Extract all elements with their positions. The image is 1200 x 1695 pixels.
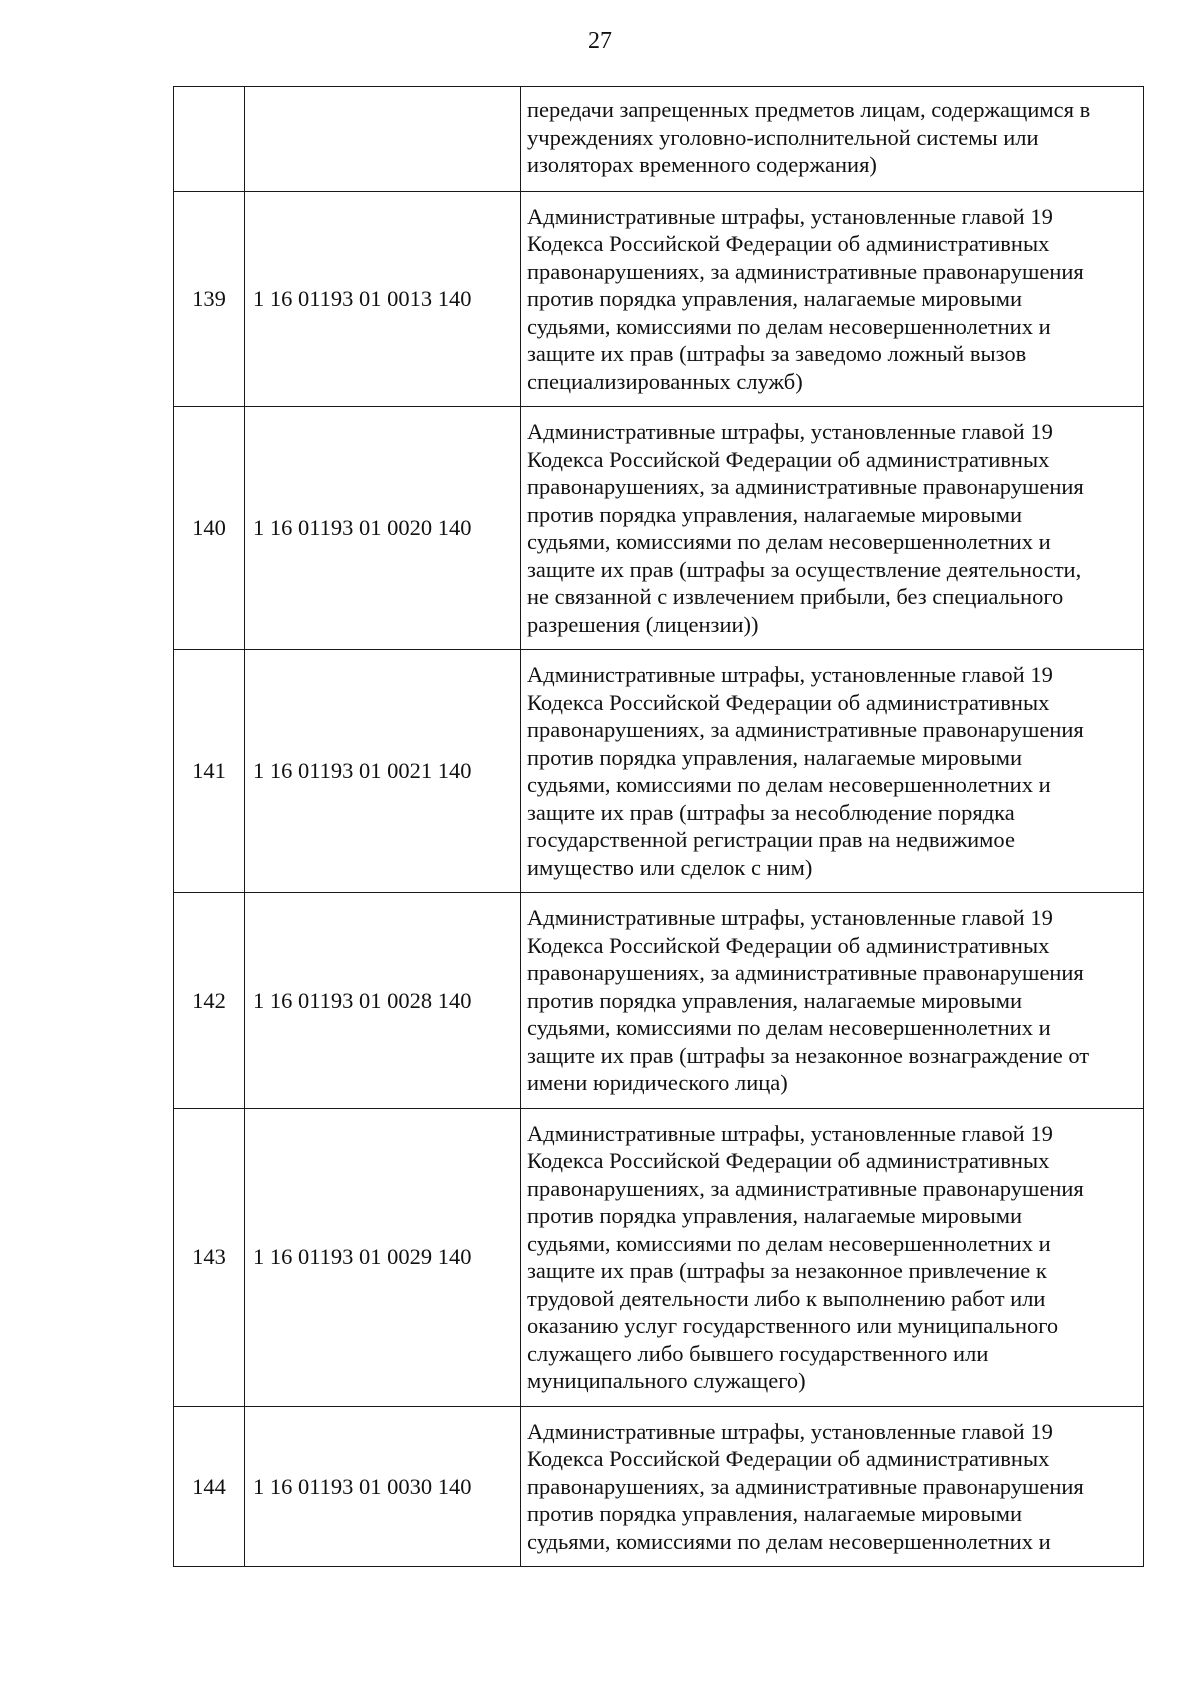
revenue-code-cell: 1 16 01193 01 0030 140 [245, 1406, 521, 1567]
description-line: специализированных служб) [527, 368, 803, 394]
table-row [174, 407, 1144, 650]
description-line: правонарушениях, за административные правонарушения [527, 717, 1084, 742]
description-line: Административные штрафы, установленные главой 19 [527, 662, 1053, 687]
table-body [174, 87, 1144, 1567]
row-number-cell: 143 [174, 1108, 245, 1406]
description-line: против порядка управления, налагаемые мировыми [527, 987, 1023, 1013]
description-line: Кодекса Российской Федерации об административных [527, 231, 1050, 256]
description-line: судьями, комиссиями по делам несовершеннолетних и [527, 1528, 1051, 1554]
description-cell [521, 650, 1144, 893]
description-line: правонарушениях, за административные правонарушения [527, 960, 1084, 985]
description-line: против порядка управления, налагаемые мировыми [527, 501, 1023, 527]
table-row [174, 893, 1144, 1109]
description-line: судьями, комиссиями по делам несовершеннолетних и [527, 529, 1051, 554]
description-cell [521, 893, 1144, 1109]
description-line: имущество или сделок с ним) [527, 854, 813, 880]
description-line: Административные штрафы, установленные главой 19 [527, 905, 1053, 930]
row-number-cell: 139 [174, 191, 245, 407]
description-line: Кодекса Российской Федерации об административных [527, 1446, 1050, 1471]
description-line: против порядка управления, налагаемые мировыми [527, 1501, 1023, 1526]
description-cell [521, 1406, 1144, 1567]
description-line: Административные штрафы, установленные главой 19 [527, 1120, 1053, 1146]
revenue-code-cell: 1 16 01193 01 0020 140 [245, 407, 521, 650]
description-line: Административные штрафы, установленные главой 19 [527, 203, 1053, 229]
description-line: Кодекса Российской Федерации об административных [527, 1148, 1050, 1173]
description-line: защите их прав (штрафы за заведомо ложный вызов [527, 341, 1027, 366]
description-line: разрешения (лицензии)) [527, 611, 759, 637]
description-line: против порядка управления, налагаемые мировыми [527, 1203, 1023, 1228]
description-line: судьями, комиссиями по делам несовершеннолетних и [527, 1015, 1051, 1040]
row-number-cell: 142 [174, 893, 245, 1109]
description-line: защите их прав (штрафы за незаконное вознаграждение от [527, 1042, 1090, 1068]
description-cell [521, 87, 1144, 192]
description-line: судьями, комиссиями по делам несовершеннолетних и [527, 1230, 1051, 1256]
description-line: защите их прав (штрафы за осуществление деятельности, [527, 556, 1082, 582]
description-line: правонарушениях, за административные правонарушения [527, 1175, 1084, 1201]
description-cell [521, 407, 1144, 650]
table-row [174, 1406, 1144, 1567]
description-line: Кодекса Российской Федерации об административных [527, 446, 1050, 472]
description-line: защите их прав (штрафы за незаконное привлечение к [527, 1258, 1047, 1283]
description-line: передачи запрещенных предметов лицам, содержащимся в [527, 97, 1091, 122]
description-line: оказанию услуг государственного или муниципального [527, 1313, 1059, 1338]
description-line: судьями, комиссиями по делам несовершеннолетних и [527, 772, 1051, 797]
row-number-cell: 141 [174, 650, 245, 893]
description-line: государственной регистрации прав на недвижимое [527, 827, 1015, 852]
description-line: Кодекса Российской Федерации об административных [527, 932, 1050, 958]
description-line: служащего либо бывшего государственного или [527, 1340, 989, 1366]
table-row [174, 191, 1144, 407]
table-row [174, 650, 1144, 893]
description-line: судьями, комиссиями по делам несовершеннолетних и [527, 313, 1051, 339]
description-line: Административные штрафы, установленные главой 19 [527, 419, 1053, 444]
row-number-cell: 140 [174, 407, 245, 650]
description-line: против порядка управления, налагаемые мировыми [527, 744, 1023, 770]
row-number-cell [174, 87, 245, 192]
description-cell [521, 1108, 1144, 1406]
description-line: трудовой деятельности либо к выполнению работ или [527, 1285, 1046, 1311]
description-line: Кодекса Российской Федерации об административных [527, 689, 1050, 715]
revenue-code-cell [245, 87, 521, 192]
revenue-code-cell: 1 16 01193 01 0029 140 [245, 1108, 521, 1406]
table-row [174, 87, 1144, 192]
revenue-code-cell: 1 16 01193 01 0028 140 [245, 893, 521, 1109]
description-line: муниципального служащего) [527, 1368, 806, 1393]
page-number: 27 [588, 28, 612, 54]
revenue-code-cell: 1 16 01193 01 0013 140 [245, 191, 521, 407]
description-line: Административные штрафы, установленные главой 19 [527, 1418, 1053, 1444]
description-line: защите их прав (штрафы за несоблюдение порядка [527, 799, 1015, 825]
description-line: изоляторах временного содержания) [527, 152, 877, 177]
description-line: имени юридического лица) [527, 1070, 788, 1095]
description-line: учреждениях уголовно-исполнительной системы или [527, 124, 1039, 150]
description-line: не связанной с извлечением прибыли, без специального [527, 584, 1064, 609]
description-line: правонарушениях, за административные правонарушения [527, 1473, 1084, 1499]
revenue-codes-table [173, 86, 1144, 1567]
description-cell [521, 191, 1144, 407]
description-line: правонарушениях, за административные правонарушения [527, 258, 1084, 284]
table-row [174, 1108, 1144, 1406]
description-line: против порядка управления, налагаемые мировыми [527, 286, 1023, 311]
row-number-cell: 144 [174, 1406, 245, 1567]
description-line: правонарушениях, за административные правонарушения [527, 474, 1084, 499]
revenue-code-cell: 1 16 01193 01 0021 140 [245, 650, 521, 893]
